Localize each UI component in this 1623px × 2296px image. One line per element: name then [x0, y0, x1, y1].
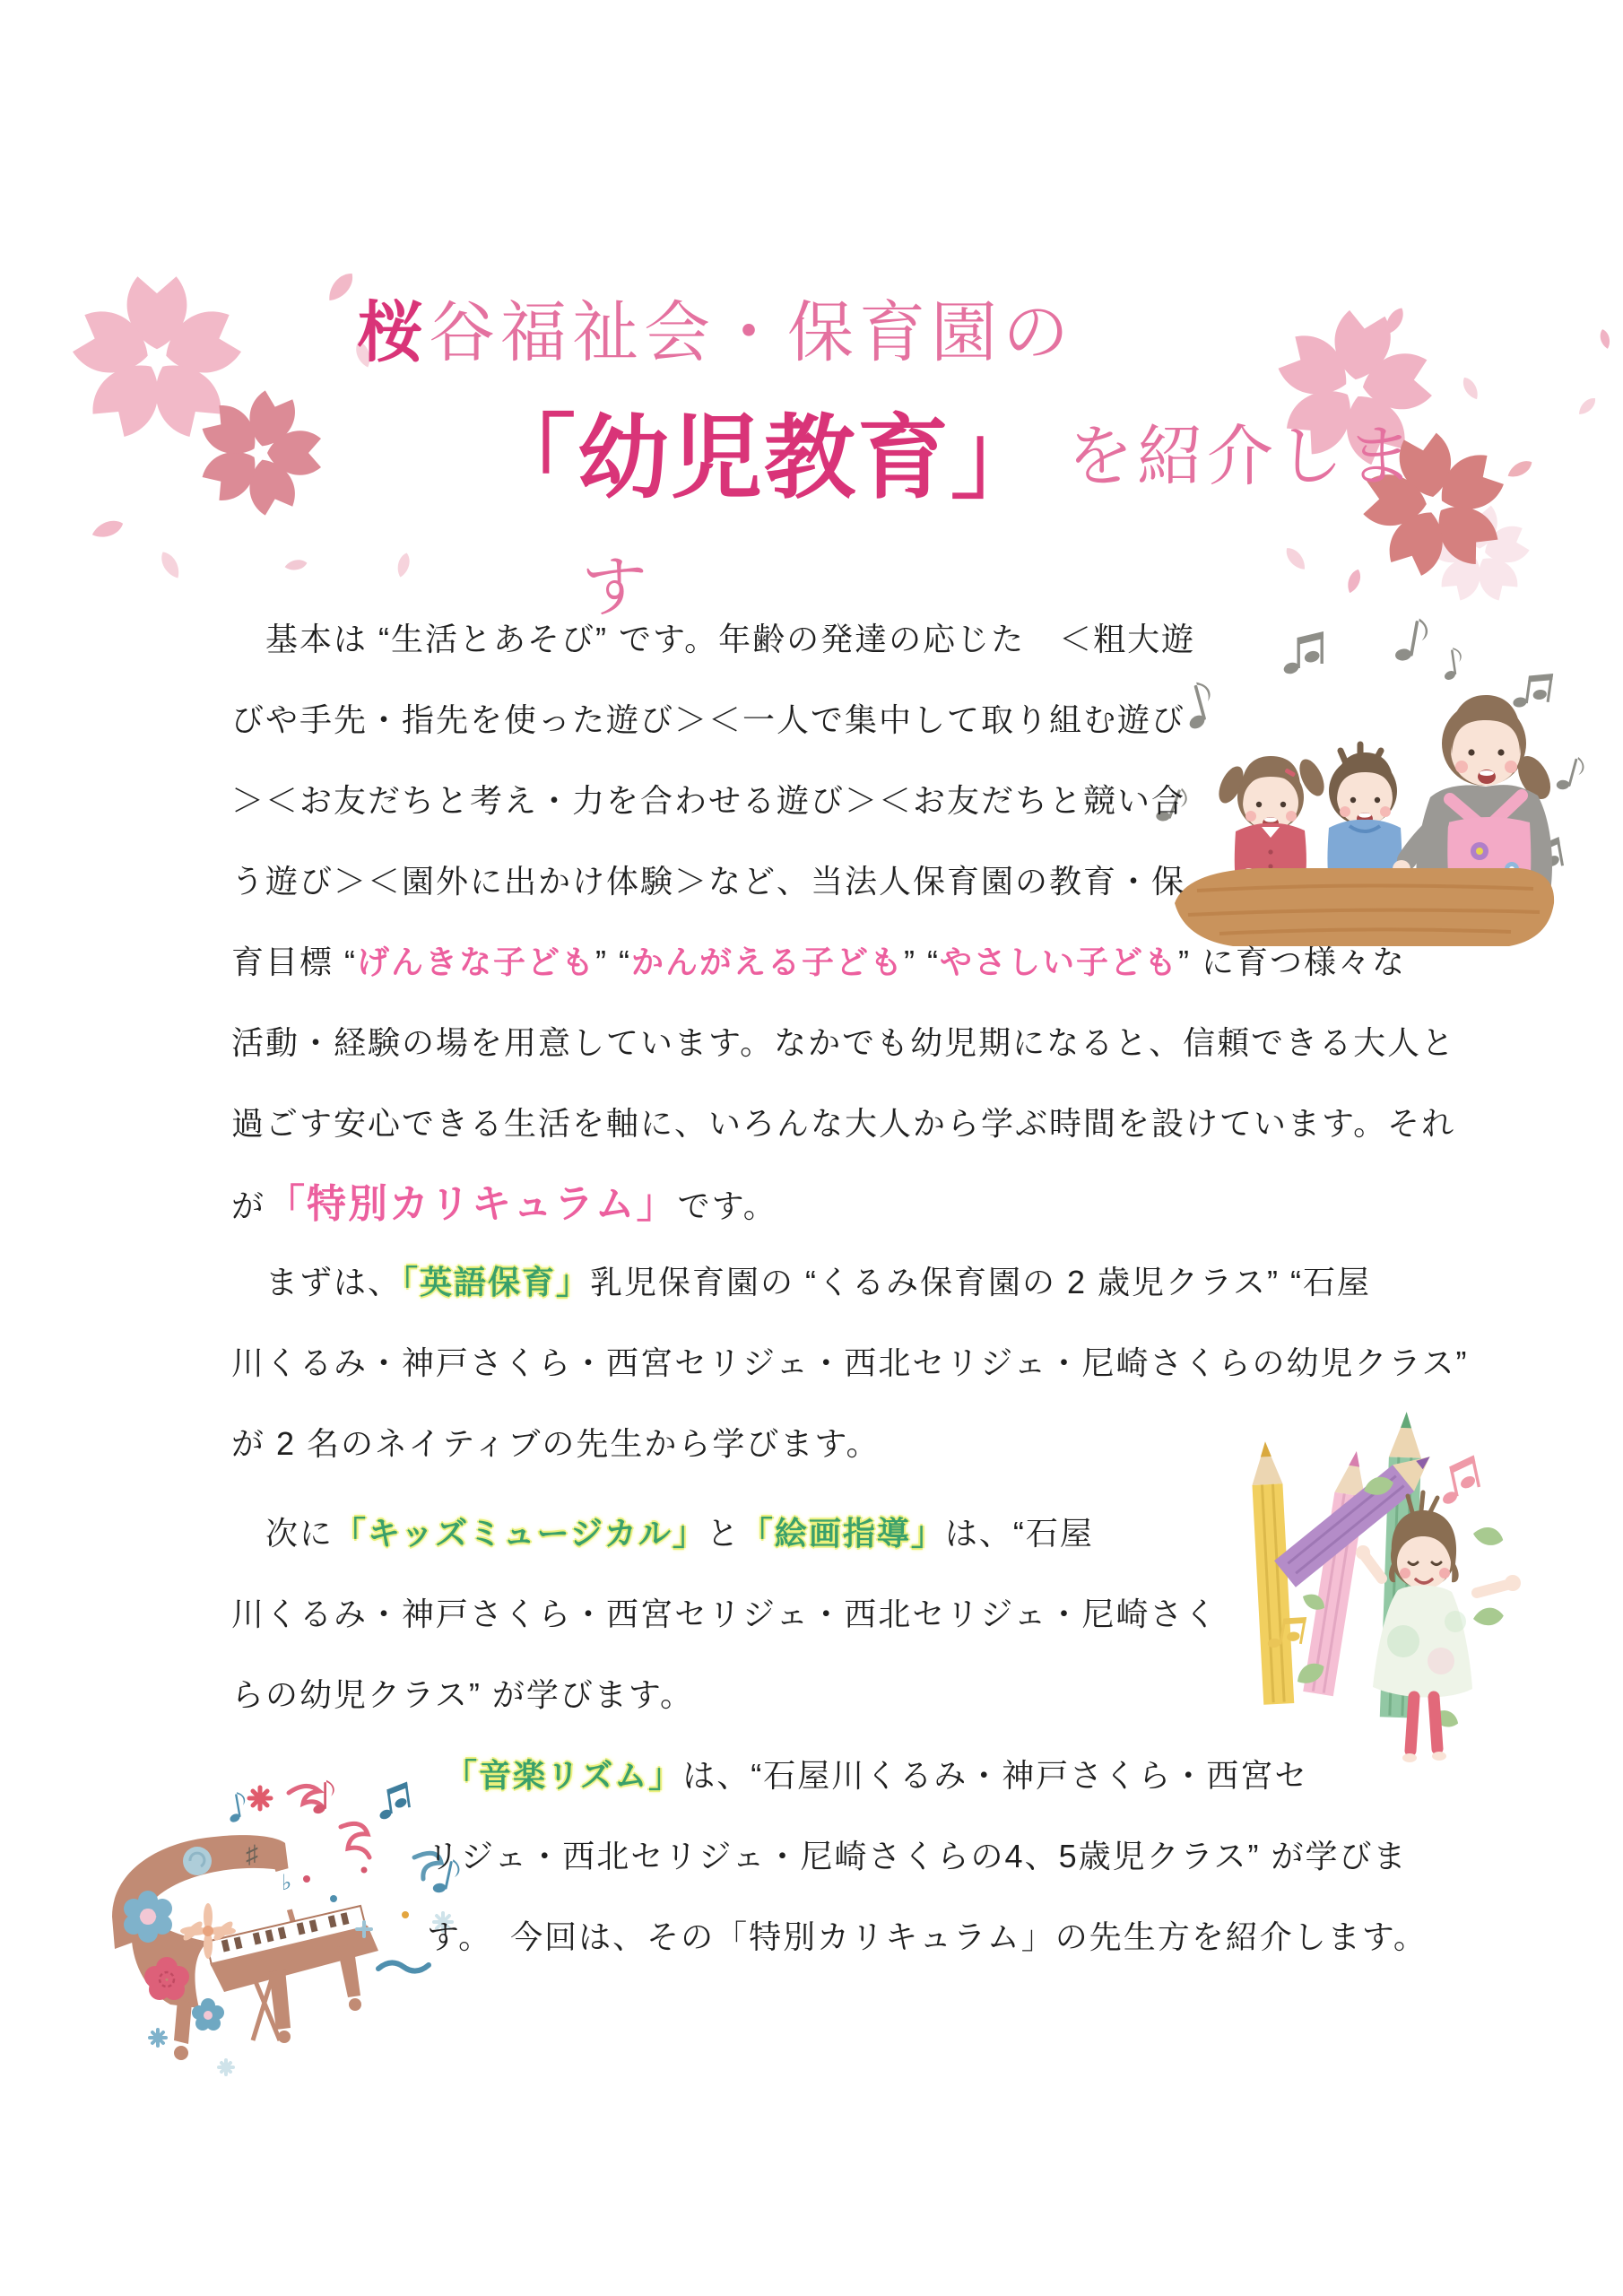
text-segment: です。 — [677, 1187, 777, 1224]
text-segment: ” “ — [595, 944, 631, 980]
text-line — [231, 1003, 1455, 1083]
text-segment: は、“石屋 — [944, 1515, 1094, 1552]
text-segment: 川くるみ・神戸さくら・西宮セリジェ・西北セリジェ・尼崎さく — [231, 1596, 1219, 1632]
text-segment: ” “ — [904, 944, 940, 980]
text-segment: 川くるみ・神戸さくら・西宮セリジェ・西北セリジェ・尼崎さくらの幼児クラス” — [231, 1344, 1469, 1381]
highlighted-text-segment: げんきな子ども — [357, 944, 596, 980]
title-line-1 — [357, 280, 1074, 375]
text-segment — [427, 1757, 461, 1794]
text-segment: びや手先・指先を使った遊び＞＜一人で集中して取り組む遊び — [231, 701, 1186, 738]
highlighted-text-segment: 「絵画指導」 — [740, 1515, 945, 1552]
title-line-2 — [484, 386, 1417, 517]
text-line — [231, 1655, 1219, 1735]
highlighted-text-segment: 「英語保育」 — [402, 1264, 591, 1300]
grand-piano — [112, 1835, 378, 2060]
paragraph-intro — [231, 599, 1455, 1245]
text-line — [231, 1493, 1219, 1574]
text-segment: 活動・経験の場を用意しています。なかでも幼児期になると、信頼できる大人と — [231, 1024, 1456, 1061]
paragraph-music-rhythm — [427, 1735, 1428, 1978]
text-segment: リジェ・西北セリジェ・尼崎さくらの4、5歳児クラス” が学びま — [427, 1838, 1408, 1874]
piano-illustration — [63, 1771, 466, 2126]
text-line — [231, 841, 1455, 922]
text-segment: 過ごす安心できる生活を軸に、いろんな大人から学ぶ時間を設けています。それ — [231, 1105, 1456, 1142]
text-line — [231, 599, 1455, 680]
text-line — [231, 922, 1455, 1003]
text-segment: まずは、 — [231, 1264, 403, 1300]
paragraph-musical-art — [231, 1493, 1219, 1735]
title-line-3: す — [581, 550, 647, 624]
title-line1-rest: 谷福祉会・保育園の — [429, 295, 1074, 370]
text-segment: が 2 名のネイティブの先生から学びます。 — [231, 1425, 881, 1462]
text-segment: 乳児保育園の “くるみ保育園の 2 歳児クラス” “石屋 — [590, 1264, 1371, 1300]
text-segment: が — [231, 1187, 266, 1224]
title-line2-rest: を紹介しま — [1067, 419, 1417, 493]
text-segment: ” に育つ様々な — [1178, 944, 1407, 980]
text-line — [231, 680, 1455, 761]
svg-text:♭: ♭ — [282, 1871, 292, 1895]
text-line — [231, 1574, 1219, 1655]
svg-text:♯: ♯ — [246, 1840, 258, 1868]
text-segment: 基本は “生活とあそび” です。年齢の発達の応じた ＜粗大遊 — [231, 621, 1196, 657]
text-line — [231, 1323, 1468, 1404]
highlighted-text-segment: 「特別カリキュラム」 — [265, 1182, 678, 1226]
text-line — [231, 761, 1455, 841]
highlighted-text-segment: 「音楽リズム」 — [461, 1757, 683, 1794]
text-line — [427, 1816, 1428, 1897]
text-line — [231, 1083, 1455, 1164]
highlighted-text-segment: やさしい子ども — [940, 944, 1179, 980]
text-segment: は、“石屋川くるみ・神戸さくら・西宮セ — [682, 1757, 1309, 1794]
text-line — [231, 1164, 1455, 1245]
paragraph-english — [231, 1242, 1468, 1484]
highlighted-text-segment: 「キッズミュージカル」 — [334, 1515, 707, 1552]
text-segment: 育目標 “ — [231, 944, 357, 980]
title-accent-char: 桜 — [357, 295, 429, 370]
text-segment: 次に — [231, 1515, 334, 1552]
text-segment: う遊び＞＜園外に出かけ体験＞など、当法人保育園の教育・保 — [231, 863, 1186, 900]
text-segment: す。 今回は、その「特別カリキュラム」の先生方を紹介します。 — [427, 1918, 1428, 1955]
title-keyword: 「幼児教育」 — [484, 407, 1044, 509]
text-line — [231, 1242, 1468, 1323]
highlighted-text-segment: かんがえる子ども — [631, 944, 905, 980]
text-line — [231, 1404, 1468, 1484]
text-line — [427, 1735, 1428, 1816]
text-segment: と — [706, 1515, 741, 1552]
text-segment: らの幼児クラス” が学びます。 — [231, 1676, 695, 1713]
text-line — [427, 1897, 1428, 1978]
text-segment: ＞＜お友だちと考え・力を合わせる遊び＞＜お友だちと競い合 — [231, 782, 1186, 819]
